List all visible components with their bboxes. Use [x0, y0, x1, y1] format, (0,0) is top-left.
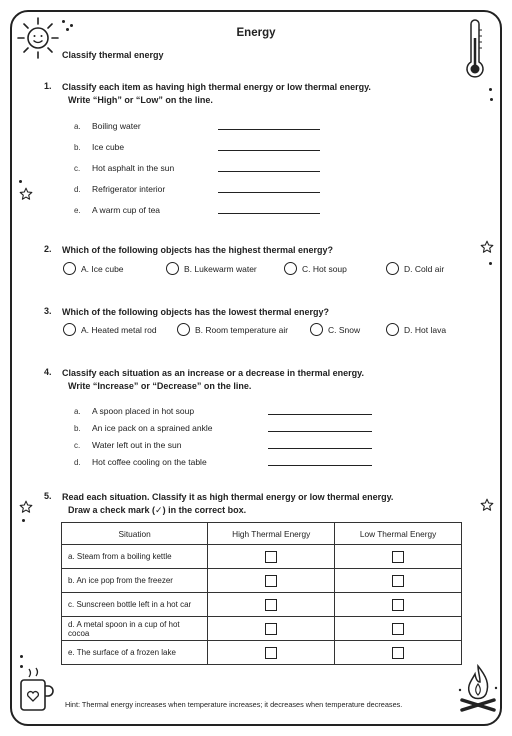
q3-option-c[interactable] — [310, 323, 360, 336]
q4-item-text: Hot coffee cooling on the table — [92, 457, 207, 467]
high-cell — [208, 593, 335, 617]
low-checkbox[interactable] — [392, 551, 404, 563]
q4-item-text: A spoon placed in hot soup — [92, 406, 195, 416]
situation-cell: e. The surface of a frozen lake — [62, 641, 208, 665]
q5-line1: Read each situation. Classify it as high thermal energy or low thermal energy. — [62, 492, 394, 502]
q3-option-a[interactable] — [63, 323, 157, 336]
q1-number: 1. — [44, 81, 52, 91]
q1-item-text: A warm cup of tea — [92, 205, 161, 215]
q5-number: 5. — [44, 491, 52, 501]
q5-instruction — [62, 491, 393, 517]
low-cell — [335, 569, 462, 593]
q1-item-letter: c. — [74, 164, 81, 173]
high-checkbox[interactable] — [265, 551, 277, 563]
header-low: Low Thermal Energy — [335, 523, 462, 545]
answer-blank[interactable] — [218, 129, 320, 130]
q1-item-letter: b. — [74, 143, 81, 152]
campfire-icon — [456, 660, 500, 718]
radio-circle[interactable] — [386, 323, 399, 336]
situation-cell: a. Steam from a boiling kettle — [62, 545, 208, 569]
hint-text: Hint: Thermal energy increases when temperature increases; it decreases when temperature decreases. — [65, 700, 403, 709]
star-icon — [19, 500, 33, 514]
q3-option-d[interactable] — [386, 323, 446, 336]
low-cell — [335, 545, 462, 569]
answer-blank[interactable] — [218, 171, 320, 172]
q4-line1: Classify each situation as an increase or a decrease in thermal energy. — [62, 368, 364, 378]
radio-circle[interactable] — [310, 323, 323, 336]
radio-circle[interactable] — [63, 262, 76, 275]
option-label: D. Hot lava — [404, 324, 447, 335]
answer-blank[interactable] — [218, 213, 320, 214]
q2-option-d[interactable] — [386, 262, 444, 275]
answer-blank[interactable] — [218, 192, 320, 193]
low-checkbox[interactable] — [392, 575, 404, 587]
table-row — [62, 545, 462, 569]
radio-circle[interactable] — [166, 262, 179, 275]
high-cell — [208, 617, 335, 641]
radio-circle[interactable] — [386, 262, 399, 275]
q1-item-text: Refrigerator interior — [92, 184, 166, 194]
option-label: A. Heated metal rod — [81, 324, 157, 335]
q1-item-text: Boiling water — [92, 121, 141, 131]
low-cell — [335, 641, 462, 665]
q4-item-text: Water left out in the sun — [92, 440, 182, 450]
answer-blank[interactable] — [268, 431, 372, 432]
high-checkbox[interactable] — [265, 599, 277, 611]
option-label: D. Cold air — [404, 263, 445, 274]
header-situation: Situation — [62, 523, 208, 545]
option-label: B. Lukewarm water — [184, 263, 257, 274]
situation-cell: c. Sunscreen bottle left in a hot car — [62, 593, 208, 617]
option-label: C. Snow — [328, 324, 361, 335]
q4-item-letter: c. — [74, 441, 81, 450]
option-label: A. Ice cube — [81, 263, 124, 274]
table-row — [62, 617, 462, 641]
q1-item-text: Ice cube — [92, 142, 125, 152]
option-label: C. Hot soup — [302, 263, 347, 274]
header-high: High Thermal Energy — [208, 523, 335, 545]
low-checkbox[interactable] — [392, 623, 404, 635]
q2-option-c[interactable] — [284, 262, 347, 275]
high-checkbox[interactable] — [265, 575, 277, 587]
high-cell — [208, 641, 335, 665]
situation-cell: d. A metal spoon in a cup of hot cocoa — [62, 617, 208, 641]
answer-blank[interactable] — [268, 414, 372, 415]
high-checkbox[interactable] — [265, 647, 277, 659]
table-row — [62, 569, 462, 593]
q4-item-letter: b. — [74, 424, 81, 433]
table-row — [62, 593, 462, 617]
q1-item-letter: a. — [74, 122, 81, 131]
q1-line2: Write “High” or “Low” on the line. — [68, 95, 213, 105]
answer-blank[interactable] — [268, 465, 372, 466]
q4-number: 4. — [44, 367, 52, 377]
high-cell — [208, 545, 335, 569]
low-checkbox[interactable] — [392, 647, 404, 659]
q1-item-letter: e. — [74, 206, 81, 215]
answer-blank[interactable] — [268, 448, 372, 449]
q4-instruction — [62, 367, 364, 393]
subtitle: Classify thermal energy — [62, 50, 164, 60]
option-label: B. Room temperature air — [195, 324, 289, 335]
q2-option-a[interactable] — [63, 262, 124, 275]
q4-item-text: An ice pack on a sprained ankle — [92, 423, 213, 433]
high-cell — [208, 569, 335, 593]
q5-line2: Draw a check mark (✓) in the correct box. — [68, 505, 247, 515]
q2-question: Which of the following objects has the highest thermal energy? — [62, 245, 334, 255]
high-checkbox[interactable] — [265, 623, 277, 635]
q3-question: Which of the following objects has the lowest thermal energy? — [62, 307, 330, 317]
q1-item-text: Hot asphalt in the sun — [92, 163, 175, 173]
q1-item-letter: d. — [74, 185, 81, 194]
table-header-row — [62, 523, 462, 545]
low-cell — [335, 617, 462, 641]
radio-circle[interactable] — [284, 262, 297, 275]
q4-item-letter: d. — [74, 458, 81, 467]
q3-option-b[interactable] — [177, 323, 288, 336]
q2-option-b[interactable] — [166, 262, 257, 275]
q4-line2: Write “Increase” or “Decrease” on the line. — [68, 381, 252, 391]
table-row — [62, 641, 462, 665]
star-icon — [480, 498, 494, 512]
star-icon — [480, 240, 494, 254]
star-icon — [19, 187, 33, 201]
low-checkbox[interactable] — [392, 599, 404, 611]
q1-instruction — [62, 81, 371, 107]
q1-line1: Classify each item as having high thermal energy or low thermal energy. — [62, 82, 371, 92]
q4-item-letter: a. — [74, 407, 81, 416]
situation-cell: b. An ice pop from the freezer — [62, 569, 208, 593]
radio-circle[interactable] — [177, 323, 190, 336]
mug-icon — [17, 666, 57, 714]
classification-table — [61, 522, 462, 665]
page-title: Energy — [236, 27, 276, 39]
answer-blank[interactable] — [218, 150, 320, 151]
q3-number: 3. — [44, 306, 52, 316]
low-cell — [335, 593, 462, 617]
q2-number: 2. — [44, 244, 52, 254]
radio-circle[interactable] — [63, 323, 76, 336]
